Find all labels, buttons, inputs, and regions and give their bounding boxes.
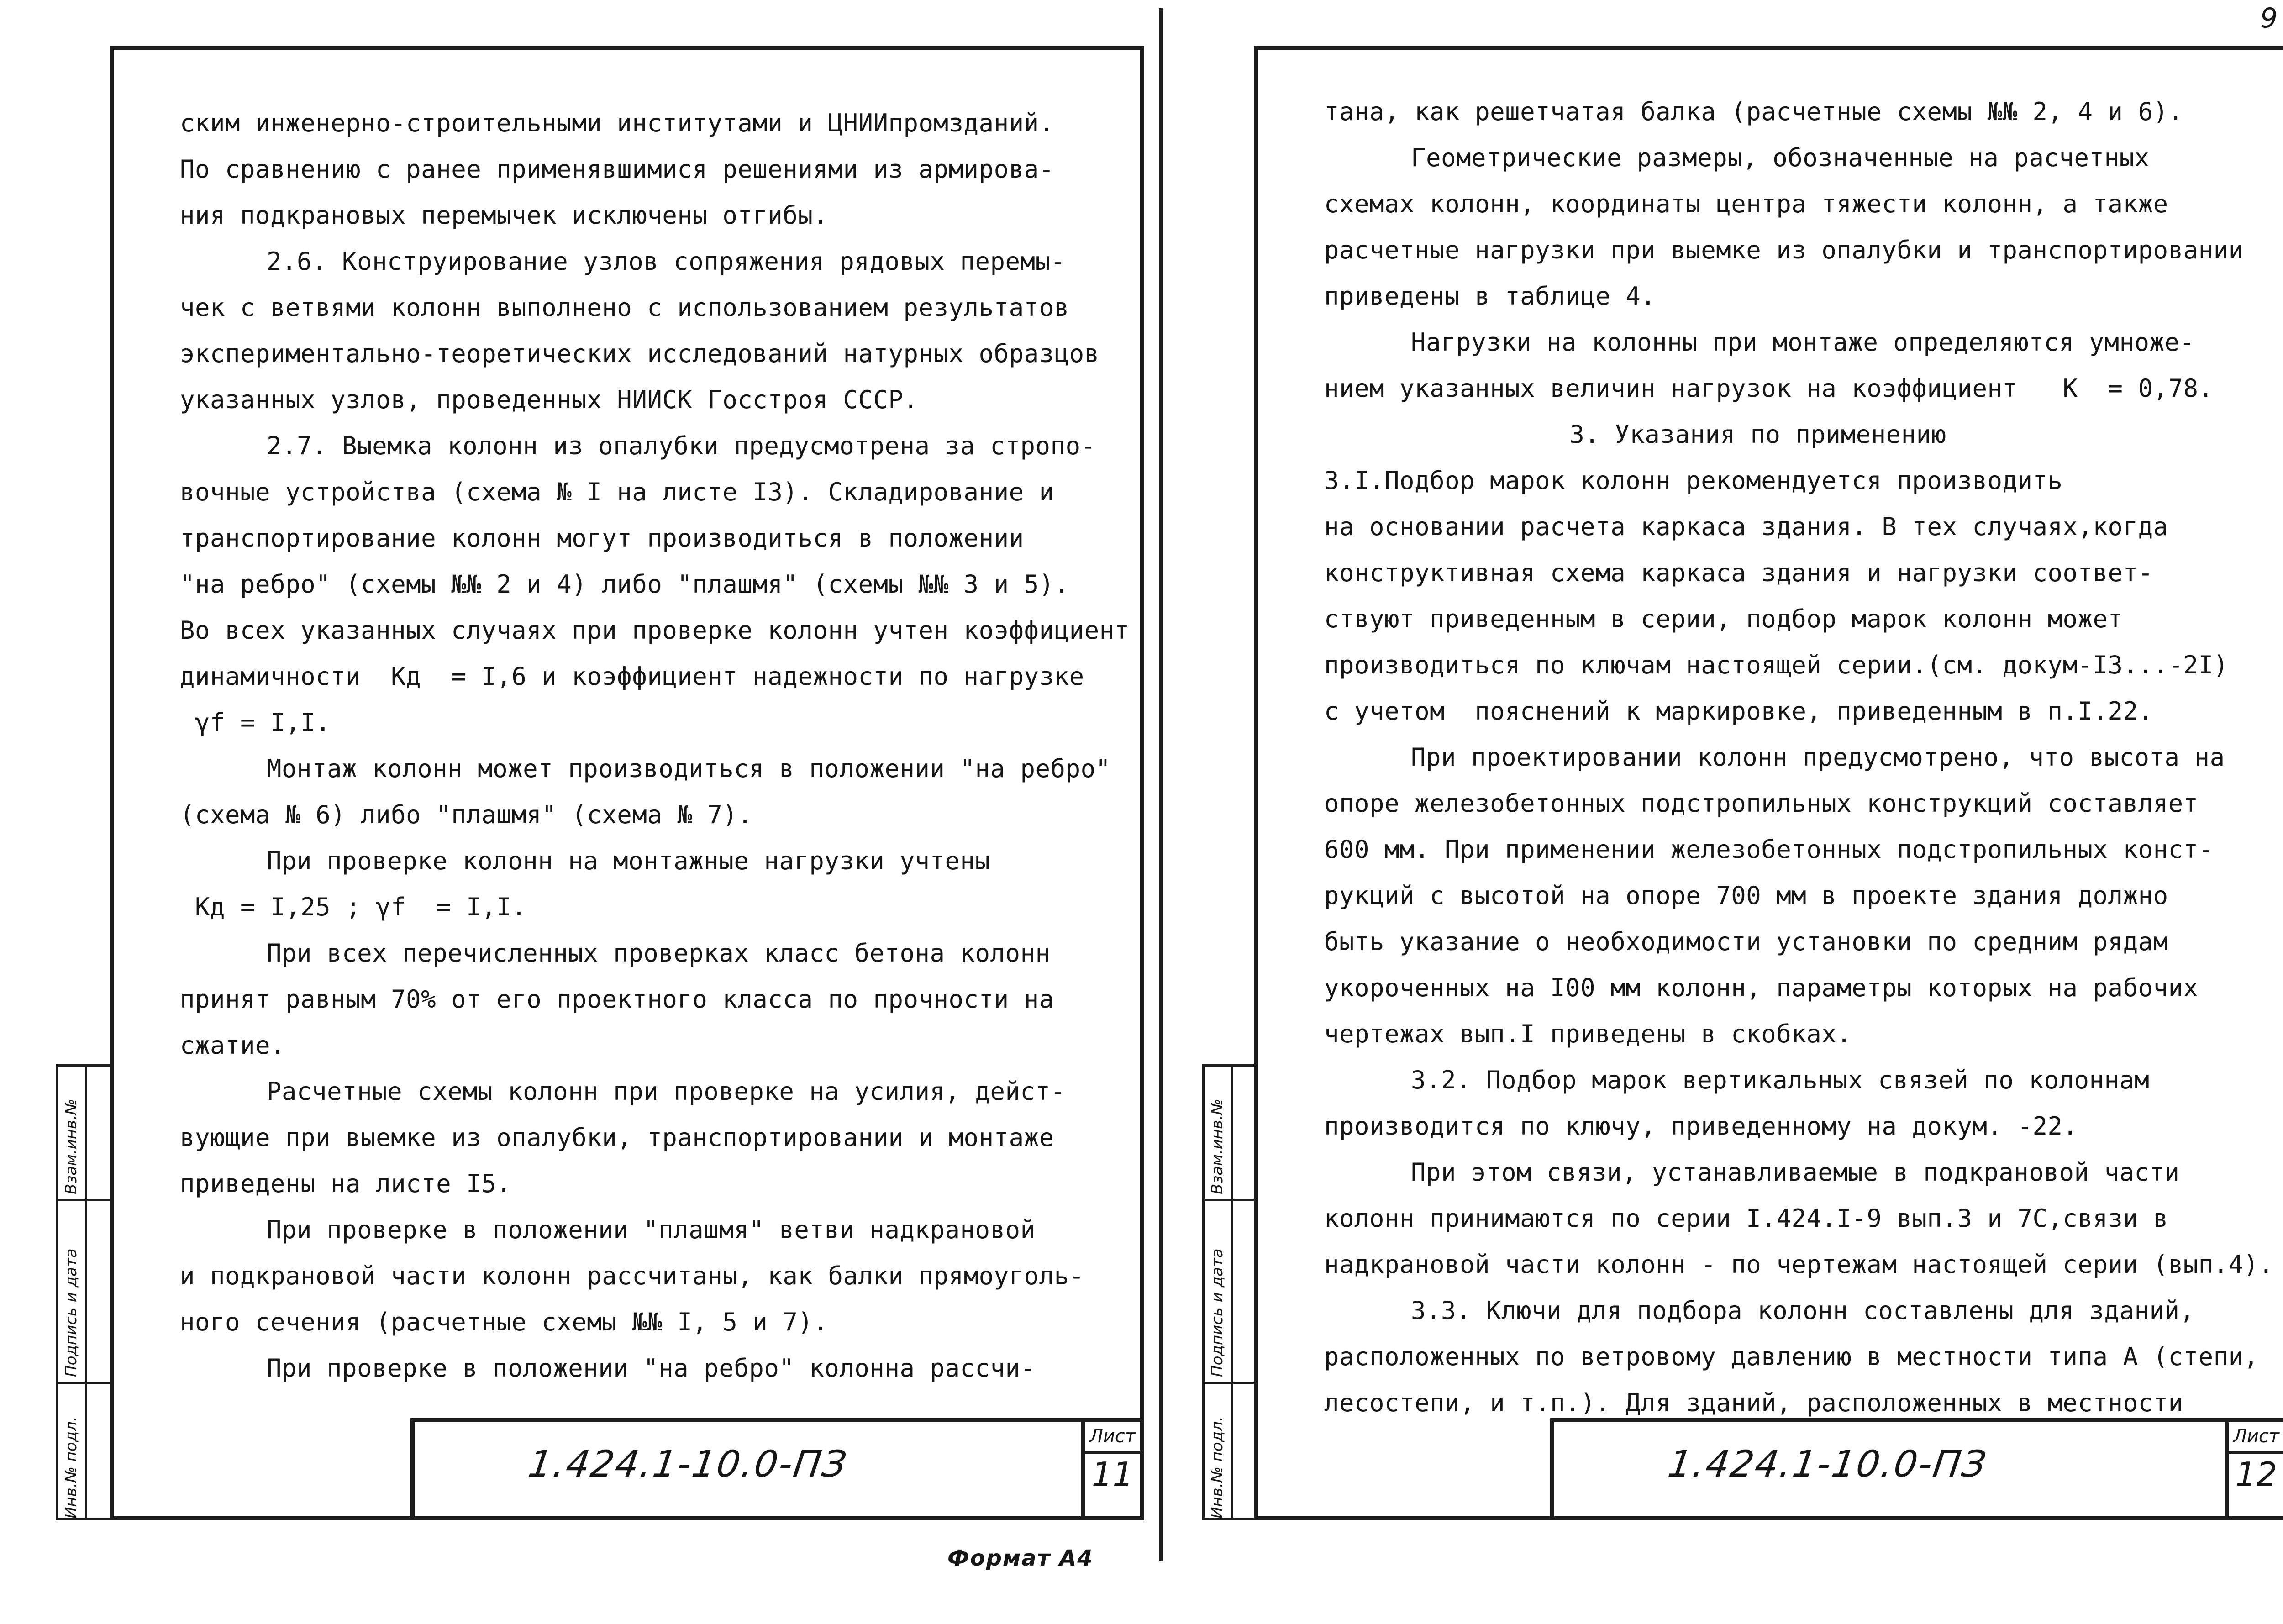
text-line: нием указанных величин нагрузок на коэффициент K = 0,78. — [1324, 374, 2214, 403]
text-line: с учетом пояснений к маркировке, приведенным в п.I.22. — [1324, 697, 2153, 725]
text-line: тана, как решетчатая балка (расчетные схемы №№ 2, 4 и 6). — [1324, 97, 2183, 126]
text-line: лесостепи, и т.п.). Для зданий, расположенных в местности — [1324, 1388, 2183, 1417]
text-line: 2.7. Выемка колонн из опалубки предусмотрена за стропо- — [267, 431, 1096, 460]
text-line: Расчетные схемы колонн при проверке на усилия, дейст- — [267, 1077, 1066, 1106]
text-line: Во всех указанных случаях при проверке колонн учтен коэффициент — [180, 616, 1130, 645]
corner-mark: 9 — [2260, 2, 2278, 34]
left-title-block — [410, 1418, 1140, 1516]
left-sheet — [110, 46, 1144, 1520]
text-line: 3.3. Ключи для подбора колонн составлены для зданий, — [1411, 1296, 2195, 1325]
right-side-label-3: Взам.инв.№ — [1208, 1098, 1226, 1194]
text-line: 600 мм. При применении железобетонных подстропильных конст- — [1324, 835, 2214, 864]
text-line: При этом связи, устанавливаемые в подкрановой части — [1411, 1158, 2180, 1187]
text-line: быть указание о необходимости установки по средним рядам — [1324, 927, 2168, 956]
right-page-text — [1324, 89, 2274, 1426]
text-line: 3.I.Подбор марок колонн рекомендуется производить — [1324, 466, 2063, 495]
text-line: конструктивная схема каркаса здания и нагрузки соответ- — [1324, 558, 2153, 587]
text-line: и подкрановой части колонн рассчитаны, как балки прямоуголь- — [180, 1261, 1084, 1290]
text-line: чертежах вып.I приведены в скобках. — [1324, 1020, 1852, 1048]
right-title-block — [1550, 1418, 2283, 1516]
text-line: рукций с высотой на опоре 700 мм в проекте здания должно — [1324, 881, 2168, 910]
text-line: приведены на листе I5. — [180, 1169, 512, 1198]
left-side-label-1: Инв.№ подл. — [62, 1416, 80, 1519]
text-line: сжатие. — [180, 1031, 286, 1060]
text-line: на основании расчета каркаса здания. В тех случаях,когда — [1324, 512, 2168, 541]
text-line: колонн принимаются по серии I.424.I-9 вып.3 и 7С,связи в — [1324, 1204, 2168, 1233]
text-line: надкрановой части колонн - по чертежам настоящей серии (вып.4). — [1324, 1250, 2274, 1279]
format-label: Формат А4 — [947, 1545, 1094, 1571]
text-line: По сравнению с ранее применявшимися решениями из армирова- — [180, 155, 1054, 184]
text-line: γf = I,I. — [180, 708, 331, 737]
text-line: 3. Указания по применению — [1569, 420, 1946, 449]
right-side-label-2: Подпись и дата — [1208, 1248, 1226, 1377]
text-line: чек с ветвями колонн выполнено с использованием результатов — [180, 293, 1069, 322]
text-line: 2.6. Конструирование узлов сопряжения рядовых перемы- — [267, 247, 1066, 276]
left-sheet-number-box — [1081, 1422, 1140, 1516]
text-line: "на ребро" (схемы №№ 2 и 4) либо "плашмя" (схемы №№ 3 и 5). — [180, 570, 1069, 599]
text-line: Kд = I,25 ; γf = I,I. — [180, 893, 527, 921]
text-line: опоре железобетонных подстропильных конструкций составляет — [1324, 789, 2199, 818]
left-page-text — [180, 100, 1130, 1391]
left-document-code: 1.424.1-10.0-ПЗ — [526, 1443, 851, 1485]
left-sheet-label: Лист — [1085, 1422, 1140, 1454]
right-side-stamp — [1202, 1064, 1257, 1520]
right-sheet — [1254, 46, 2283, 1520]
text-line: 3.2. Подбор марок вертикальных связей по колоннам — [1411, 1066, 2150, 1094]
text-line: (схема № 6) либо "плашмя" (схема № 7). — [180, 800, 753, 829]
right-sheet-number: 12 — [2235, 1455, 2278, 1493]
right-sheet-number-box — [2225, 1422, 2283, 1516]
right-side-label-1: Инв.№ подл. — [1208, 1416, 1226, 1519]
text-line: При проверке в положении "плашмя" ветви надкрановой — [267, 1215, 1036, 1244]
left-sheet-number: 11 — [1091, 1455, 1134, 1493]
text-line: указанных узлов, проведенных НИИСК Госстроя СССР. — [180, 385, 919, 414]
text-line: ским инженерно-строительными институтами и ЦНИИпромзданий. — [180, 109, 1054, 137]
text-line: При проверке колонн на монтажные нагрузки учтены — [267, 846, 990, 875]
text-line: При проектировании колонн предусмотрено, что высота на — [1411, 743, 2225, 772]
right-document-code: 1.424.1-10.0-ПЗ — [1665, 1443, 1990, 1485]
text-line: схемах колонн, координаты центра тяжести колонн, а также — [1324, 189, 2168, 218]
left-side-label-3: Взам.инв.№ — [62, 1098, 80, 1194]
text-line: ного сечения (расчетные схемы №№ I, 5 и 7). — [180, 1308, 828, 1336]
text-line: динамичности Kд = I,6 и коэффициент надежности по нагрузке — [180, 662, 1084, 691]
text-line: При проверке в положении "на ребро" колонна рассчи- — [267, 1354, 1036, 1382]
text-line: Нагрузки на колонны при монтаже определяются умноже- — [1411, 328, 2195, 357]
text-line: приведены в таблице 4. — [1324, 282, 1656, 310]
right-sheet-label: Лист — [2229, 1422, 2283, 1454]
text-line: производится по ключу, приведенному на докум. -22. — [1324, 1112, 2078, 1140]
text-line: Монтаж колонн может производиться в положении "на ребро" — [267, 754, 1111, 783]
text-line: расположенных по ветровому давлению в местности типа А (степи, — [1324, 1342, 2259, 1371]
text-line: принят равным 70% от его проектного класса по прочности на — [180, 985, 1054, 1014]
left-side-stamp — [56, 1064, 113, 1520]
text-line: ствуют приведенным в серии, подбор марок колонн может — [1324, 604, 2123, 633]
text-line: вочные устройства (схема № I на листе I3). Складирование и — [180, 478, 1054, 506]
page-divider — [1159, 8, 1163, 1561]
left-side-label-2: Подпись и дата — [62, 1248, 80, 1377]
text-line: производиться по ключам настоящей серии.(см. докум-I3...-2I) — [1324, 651, 2229, 679]
text-line: вующие при выемке из опалубки, транспортировании и монтаже — [180, 1123, 1054, 1152]
text-line: экспериментально-теоретических исследований натурных образцов — [180, 339, 1099, 368]
text-line: Геометрические размеры, обозначенные на расчетных — [1411, 143, 2150, 172]
text-line: расчетные нагрузки при выемке из опалубки и транспортировании — [1324, 236, 2244, 264]
text-line: ния подкрановых перемычек исключены отгибы. — [180, 201, 828, 230]
text-line: транспортирование колонн могут производиться в положении — [180, 524, 1024, 552]
text-line: При всех перечисленных проверках класс бетона колонн — [267, 939, 1051, 967]
text-line: укороченных на I00 мм колонн, параметры которых на рабочих — [1324, 973, 2199, 1002]
